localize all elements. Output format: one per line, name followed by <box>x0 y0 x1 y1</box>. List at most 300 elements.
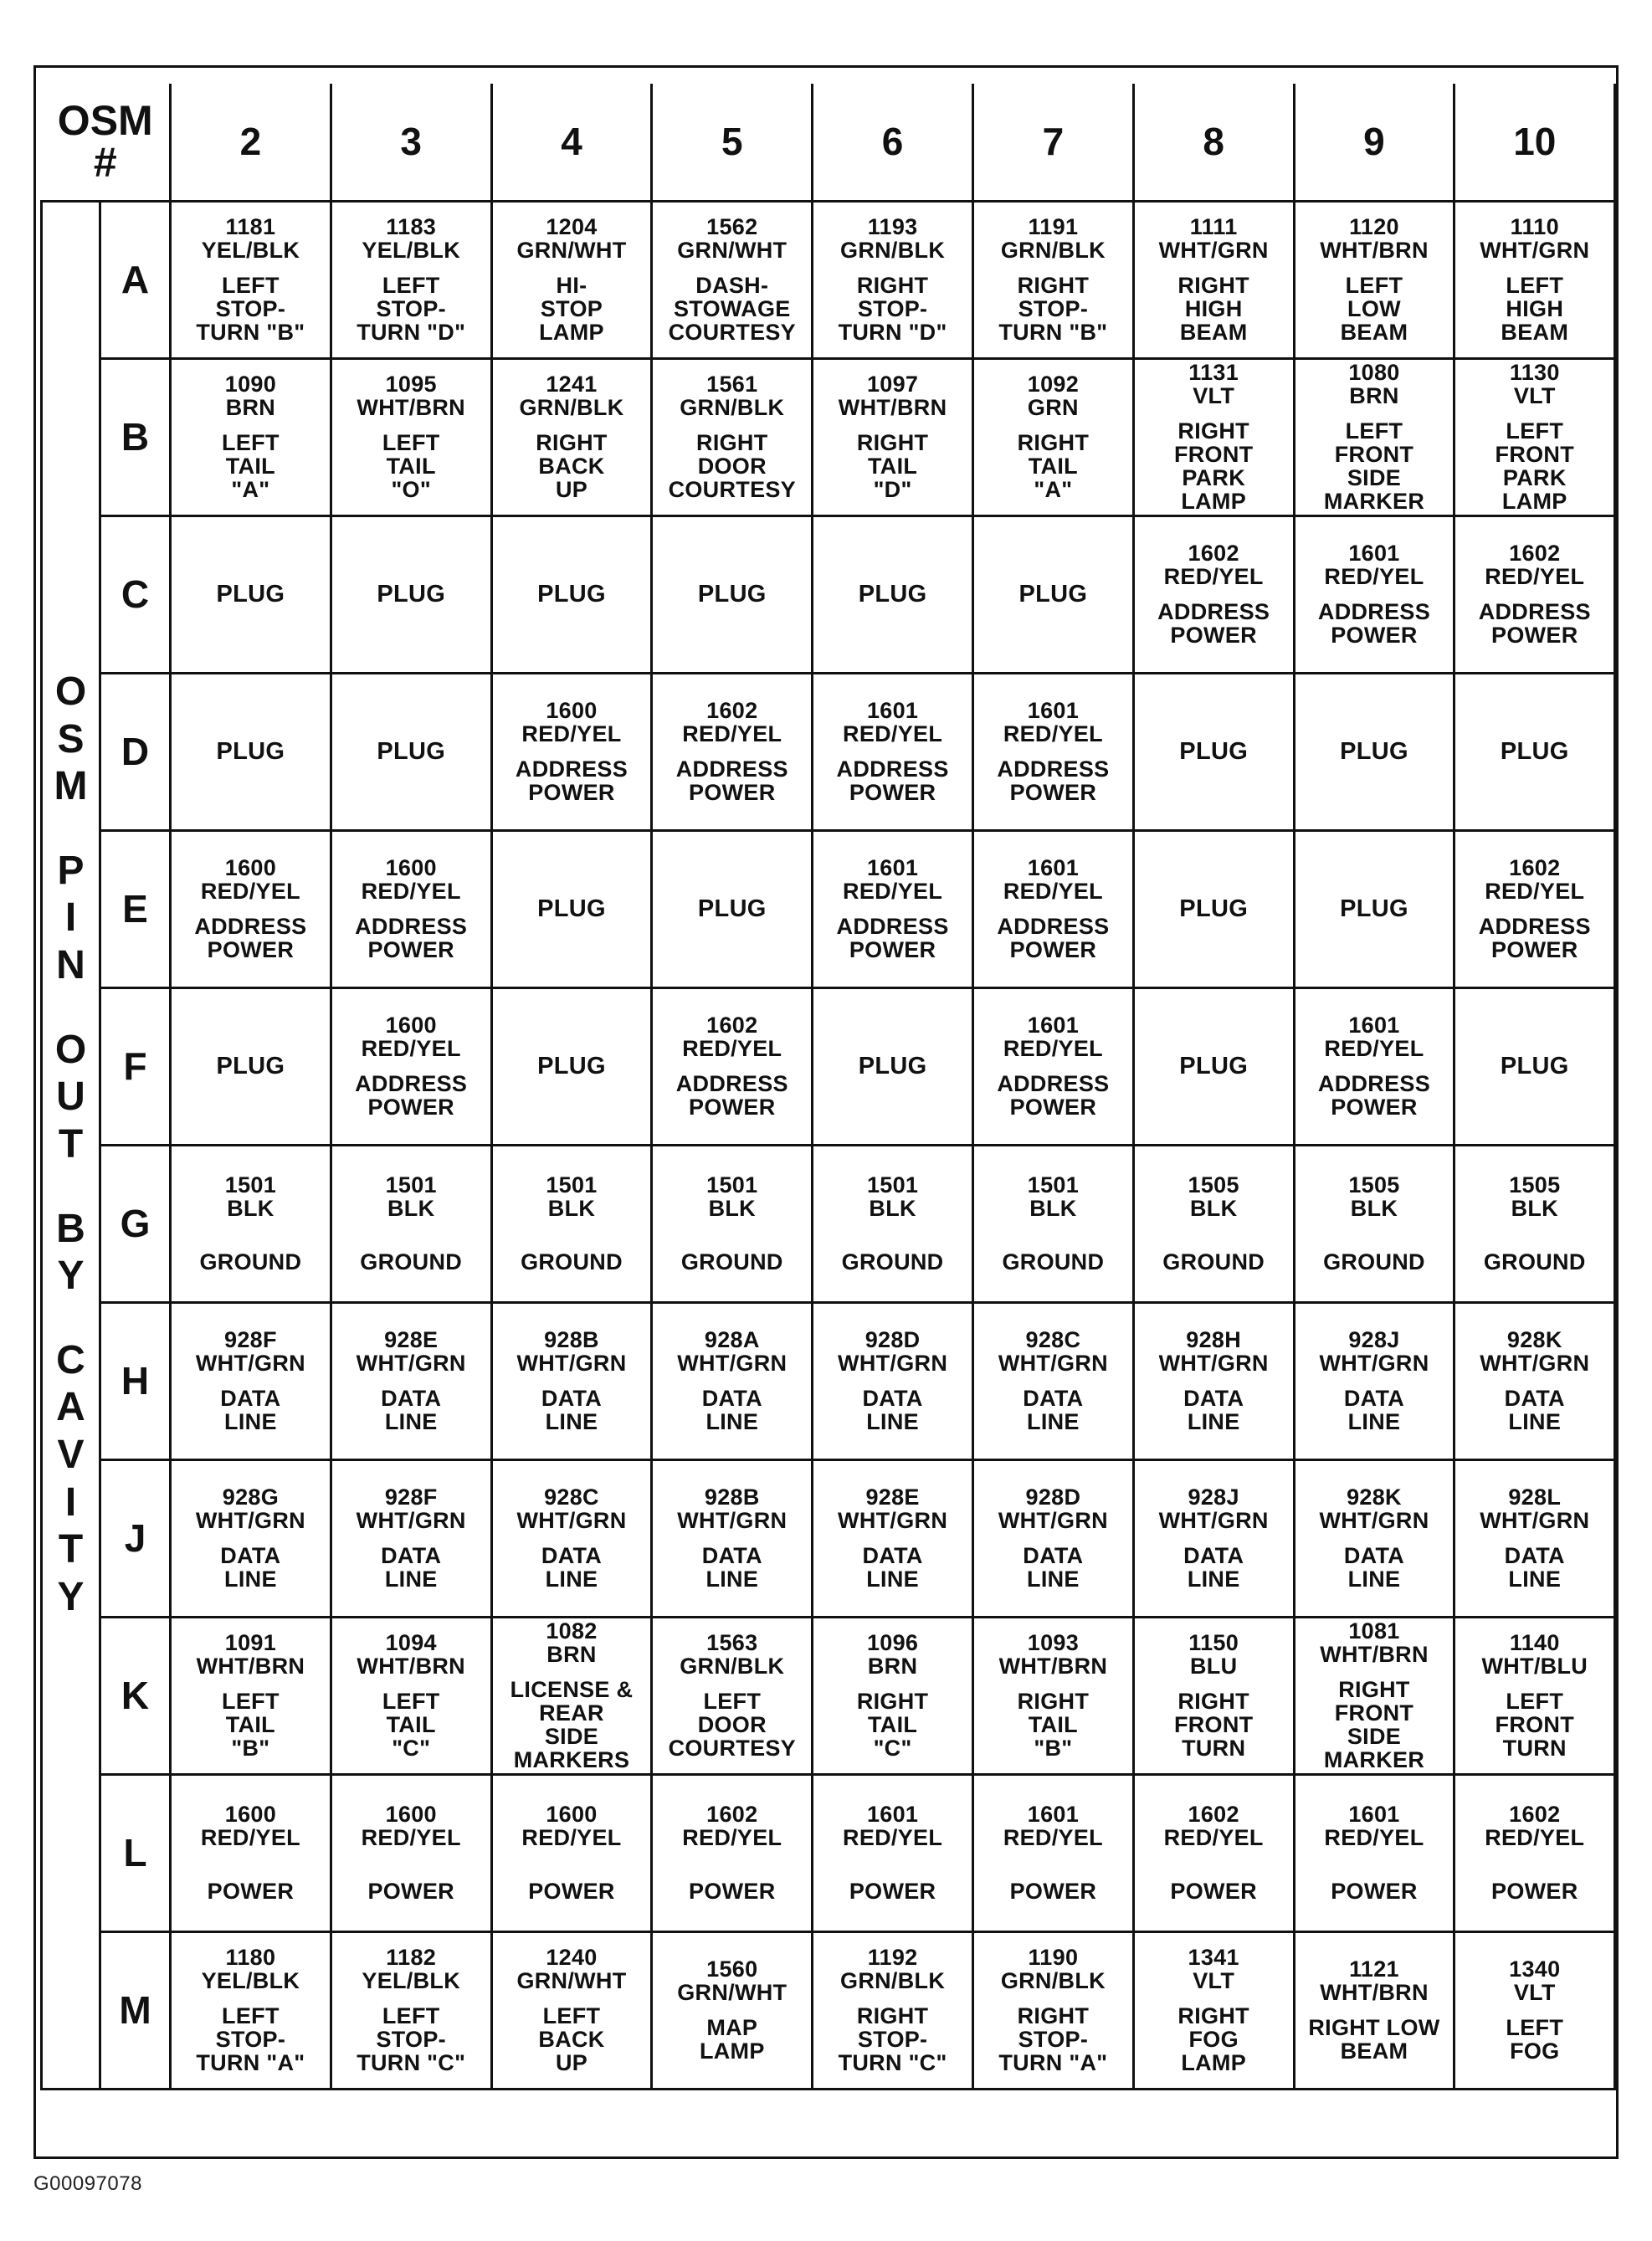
circuit-number: 1204 <box>546 214 598 240</box>
pin-cell <box>1133 987 1294 1145</box>
pin-cell <box>1133 1774 1294 1931</box>
pin-cell <box>1294 201 1454 358</box>
circuit-description: LICENSE & REAR SIDE MARKERS <box>510 1677 634 1773</box>
pin-cell <box>1133 358 1294 515</box>
pin-cell <box>972 1774 1133 1931</box>
pin-cell <box>1454 830 1615 987</box>
pin-cell <box>1294 1145 1454 1302</box>
wire-color: BLK <box>227 1196 274 1222</box>
pin-cell <box>652 1774 813 1931</box>
pin-cell <box>1294 1302 1454 1459</box>
wire-color: BLK <box>1029 1196 1077 1222</box>
pin-cell <box>652 1931 813 2089</box>
side-label-letter <box>43 811 99 848</box>
circuit-number: 1341 <box>1188 1945 1239 1971</box>
header-row <box>42 84 1615 201</box>
pin-cell <box>1294 987 1454 1145</box>
pin-cell <box>972 201 1133 358</box>
circuit-number: 1093 <box>1027 1630 1080 1656</box>
pin-cell <box>331 1774 491 1931</box>
circuit-number: 1241 <box>546 372 598 397</box>
circuit-number: 928L <box>1508 1485 1562 1510</box>
circuit-number: 928J <box>1188 1485 1239 1510</box>
wire-color: BRN <box>225 395 276 421</box>
pin-cell <box>491 830 652 987</box>
circuit-description: ADDRESS POWER <box>1478 599 1591 649</box>
side-label-letter <box>43 990 99 1027</box>
pin-cell <box>652 673 813 830</box>
wire-color: RED/YEL <box>682 1825 782 1851</box>
wire-color: RED/YEL <box>843 879 943 905</box>
side-label-letter: T <box>58 1527 84 1572</box>
wire-color: WHT/GRN <box>1480 1351 1590 1377</box>
wire-color: WHT/BLU <box>1481 1654 1588 1679</box>
wire-color: WHT/GRN <box>516 1351 627 1377</box>
pin-cell <box>1133 515 1294 673</box>
wire-color: YEL/BLK <box>362 1968 460 1994</box>
plug-text: PLUG <box>216 1053 285 1080</box>
circuit-number: 928E <box>865 1485 920 1510</box>
circuit-description: HI- STOP LAMP <box>539 273 604 346</box>
circuit-description: GROUND <box>521 1249 623 1275</box>
circuit-description: RIGHT LOW BEAM <box>1308 2015 1440 2064</box>
circuit-description: DATA LINE <box>701 1543 762 1592</box>
circuit-number: 1130 <box>1509 360 1560 386</box>
circuit-number: 1563 <box>706 1630 758 1656</box>
wire-color: WHT/GRN <box>838 1351 948 1377</box>
circuit-description: DATA LINE <box>1504 1386 1565 1435</box>
cavity-label: A <box>100 201 171 358</box>
plug-text: PLUG <box>1340 738 1408 766</box>
wire-color: WHT/BRN <box>1320 1642 1429 1668</box>
circuit-number: 1190 <box>1028 1945 1079 1971</box>
circuit-description: LEFT FRONT PARK LAMP <box>1495 418 1575 515</box>
pin-cell <box>813 1145 973 1302</box>
circuit-description: LEFT TAIL "B" <box>222 1689 280 1762</box>
circuit-number: 1602 <box>706 1802 758 1828</box>
cavity-label: G <box>100 1145 171 1302</box>
circuit-number: 1501 <box>385 1172 437 1198</box>
plug-text: PLUG <box>697 895 767 923</box>
circuit-description: RIGHT TAIL "A" <box>1017 430 1090 503</box>
circuit-description: LEFT TAIL "O" <box>382 430 440 503</box>
circuit-number: 1097 <box>866 372 919 397</box>
circuit-number: 1600 <box>546 698 598 724</box>
circuit-description: POWER <box>849 1879 936 1905</box>
wire-color: BRN <box>1349 383 1399 409</box>
wire-color: RED/YEL <box>682 721 782 747</box>
circuit-description: POWER <box>1491 1879 1578 1905</box>
pin-cell <box>171 515 331 673</box>
wire-color: WHT/GRN <box>1319 1508 1429 1534</box>
circuit-description: LEFT STOP- TURN "C" <box>357 2003 466 2076</box>
column-header: 2 <box>171 84 331 201</box>
column-header: 8 <box>1133 84 1294 201</box>
circuit-description: DATA LINE <box>1504 1543 1565 1592</box>
pin-cell <box>491 987 652 1145</box>
pin-cell <box>813 1931 973 2089</box>
wire-color: YEL/BLK <box>362 238 460 264</box>
wire-color: WHT/BRN <box>998 1654 1108 1679</box>
circuit-description: GROUND <box>1323 1249 1425 1275</box>
plug-text: PLUG <box>537 581 606 608</box>
side-label-letter <box>43 1169 99 1206</box>
circuit-number: 1600 <box>385 1802 437 1828</box>
circuit-description: GROUND <box>841 1249 944 1275</box>
wire-color: BLK <box>387 1196 435 1222</box>
pin-cell <box>1454 1302 1615 1459</box>
side-label-letter: T <box>58 1121 84 1167</box>
pin-cell <box>1294 1774 1454 1931</box>
pin-cell <box>1294 1459 1454 1617</box>
side-label-letter: I <box>64 895 77 941</box>
circuit-description: DATA LINE <box>1343 1386 1405 1435</box>
pin-cell <box>652 830 813 987</box>
cavity-label: F <box>100 987 171 1145</box>
cavity-label: J <box>100 1459 171 1617</box>
wire-color: WHT/GRN <box>516 1508 627 1534</box>
circuit-number: 1091 <box>224 1630 277 1656</box>
side-label-letter: O <box>54 1027 87 1072</box>
circuit-description: DATA LINE <box>220 1386 281 1435</box>
column-header: 5 <box>652 84 813 201</box>
circuit-number: 1096 <box>866 1630 919 1656</box>
circuit-description: LEFT STOP- TURN "D" <box>357 273 466 346</box>
pin-cell <box>491 1931 652 2089</box>
circuit-description: DATA LINE <box>1023 1543 1084 1592</box>
circuit-description: GROUND <box>199 1249 302 1275</box>
pin-cell <box>1294 673 1454 830</box>
circuit-number: 928J <box>1348 1327 1400 1353</box>
circuit-description: LEFT DOOR COURTESY <box>668 1689 796 1762</box>
wire-color: WHT/GRN <box>1480 1508 1590 1534</box>
table-row <box>42 1459 1615 1617</box>
pin-cell <box>331 358 491 515</box>
circuit-number: 1601 <box>866 1802 919 1828</box>
circuit-number: 1094 <box>385 1630 437 1656</box>
pin-cell <box>331 987 491 1145</box>
pin-cell <box>1454 1774 1615 1931</box>
circuit-description: RIGHT HIGH BEAM <box>1177 273 1249 346</box>
circuit-number: 928F <box>384 1485 438 1510</box>
side-label-letter: M <box>54 764 88 809</box>
circuit-description: LEFT FRONT TURN <box>1495 1689 1575 1762</box>
pin-cell <box>1133 1302 1294 1459</box>
wire-color: GRN/BLK <box>680 1654 785 1679</box>
side-label-letter: C <box>56 1337 85 1382</box>
circuit-description: POWER <box>1009 1879 1097 1905</box>
circuit-number: 1182 <box>386 1945 437 1971</box>
circuit-number: 1240 <box>546 1945 598 1971</box>
circuit-description: ADDRESS POWER <box>997 1071 1110 1120</box>
pin-cell <box>1454 515 1615 673</box>
side-label-letter: I <box>64 1479 77 1525</box>
pin-cell <box>1133 830 1294 987</box>
wire-color: WHT/GRN <box>1158 1508 1269 1534</box>
plug-text: PLUG <box>858 1053 927 1080</box>
pin-cell <box>652 515 813 673</box>
pin-cell <box>813 987 973 1145</box>
circuit-number: 1110 <box>1510 214 1559 240</box>
circuit-number: 1505 <box>1348 1172 1400 1198</box>
circuit-number: 1140 <box>1509 1630 1560 1656</box>
circuit-number: 1601 <box>1027 1013 1080 1038</box>
wire-color: WHT/BRN <box>357 395 465 421</box>
pin-cell <box>491 1145 652 1302</box>
pin-cell <box>813 515 973 673</box>
osm-hash: # <box>93 139 117 187</box>
circuit-number: 1602 <box>706 1013 758 1038</box>
circuit-number: 928K <box>1347 1485 1402 1510</box>
wire-color: YEL/BLK <box>201 238 300 264</box>
circuit-number: 928C <box>544 1485 599 1510</box>
circuit-description: LEFT HIGH BEAM <box>1501 273 1569 346</box>
wire-color: VLT <box>1513 1980 1556 2006</box>
pinout-table-body <box>42 84 1615 2090</box>
circuit-description: DATA LINE <box>862 1543 923 1592</box>
circuit-description: ADDRESS POWER <box>836 756 949 806</box>
circuit-number: 1090 <box>224 372 277 397</box>
circuit-description: DATA LINE <box>1183 1543 1244 1592</box>
pin-cell <box>171 830 331 987</box>
plug-text: PLUG <box>1500 1053 1569 1080</box>
pin-cell <box>171 1459 331 1617</box>
circuit-description: ADDRESS POWER <box>1157 599 1270 649</box>
wire-color: GRN/WHT <box>677 1980 788 2006</box>
pin-cell <box>813 1302 973 1459</box>
pin-cell <box>652 1617 813 1774</box>
plug-text: PLUG <box>858 581 927 608</box>
pin-cell <box>171 358 331 515</box>
circuit-number: 1601 <box>1348 1013 1400 1038</box>
pin-cell <box>331 673 491 830</box>
pin-cell <box>813 1617 973 1774</box>
circuit-description: ADDRESS POWER <box>1317 599 1431 649</box>
circuit-description: DATA LINE <box>541 1386 603 1435</box>
plug-text: PLUG <box>1179 738 1249 766</box>
circuit-description: ADDRESS POWER <box>1317 1071 1431 1120</box>
circuit-description: RIGHT FOG LAMP <box>1177 2003 1249 2076</box>
circuit-number: 1081 <box>1348 1618 1400 1644</box>
pin-cell <box>331 1145 491 1302</box>
circuit-number: 1600 <box>385 1013 437 1038</box>
table-row <box>42 1617 1615 1774</box>
circuit-description: GROUND <box>360 1249 463 1275</box>
wire-color: GRN <box>1027 395 1079 421</box>
circuit-description: GROUND <box>1162 1249 1265 1275</box>
pin-cell <box>652 201 813 358</box>
cavity-label: L <box>100 1774 171 1931</box>
pin-cell <box>171 1617 331 1774</box>
osm-pin-out-by-cavity-label <box>43 669 99 1622</box>
plug-text: PLUG <box>537 895 606 923</box>
circuit-description: RIGHT STOP- TURN "C" <box>838 2003 947 2076</box>
circuit-description: LEFT TAIL "A" <box>222 430 280 503</box>
circuit-number: 1600 <box>385 855 437 881</box>
circuit-number: 1561 <box>706 372 758 397</box>
pin-cell <box>171 201 331 358</box>
circuit-description: MAP LAMP <box>699 2015 765 2064</box>
wire-color: WHT/GRN <box>356 1351 466 1377</box>
wire-color: RED/YEL <box>843 721 943 747</box>
circuit-description: ADDRESS POWER <box>194 914 307 963</box>
circuit-description: POWER <box>1170 1879 1257 1905</box>
wire-color: RED/YEL <box>1485 564 1585 590</box>
pin-cell <box>813 1774 973 1931</box>
wire-color: VLT <box>1193 383 1235 409</box>
cavity-label: B <box>100 358 171 515</box>
plug-text: PLUG <box>377 738 446 766</box>
wire-color: WHT/GRN <box>998 1508 1108 1534</box>
circuit-description: DATA LINE <box>1023 1386 1084 1435</box>
circuit-number: 928F <box>224 1327 277 1353</box>
cavity-label: M <box>100 1931 171 2089</box>
pin-cell <box>652 987 813 1145</box>
wire-color: RED/YEL <box>200 879 300 905</box>
pin-cell <box>972 358 1133 515</box>
circuit-number: 1602 <box>1509 1802 1561 1828</box>
circuit-description: RIGHT TAIL "C" <box>856 1689 929 1762</box>
pin-cell <box>491 1459 652 1617</box>
pin-cell <box>171 1774 331 1931</box>
circuit-number: 1501 <box>224 1172 277 1198</box>
circuit-number: 1602 <box>1188 541 1239 567</box>
side-label-letter: U <box>56 1074 85 1120</box>
circuit-description: RIGHT BACK UP <box>536 430 608 503</box>
pin-cell <box>972 830 1133 987</box>
wire-color: RED/YEL <box>1324 1825 1424 1851</box>
wire-color: WHT/GRN <box>1158 1351 1269 1377</box>
pin-cell <box>972 673 1133 830</box>
figure-code: G00097078 <box>33 2172 142 2195</box>
column-header: 9 <box>1294 84 1454 201</box>
wire-color: WHT/GRN <box>195 1508 305 1534</box>
pin-cell <box>652 1302 813 1459</box>
wire-color: WHT/GRN <box>1319 1351 1429 1377</box>
circuit-description: RIGHT DOOR COURTESY <box>668 430 796 503</box>
circuit-number: 1602 <box>1509 855 1561 881</box>
pin-cell <box>171 1302 331 1459</box>
pin-cell <box>813 201 973 358</box>
pin-cell <box>491 1302 652 1459</box>
wire-color: VLT <box>1513 383 1556 409</box>
wire-color: RED/YEL <box>1003 1036 1103 1062</box>
wire-color: RED/YEL <box>1003 879 1103 905</box>
wire-color: GRN/BLK <box>519 395 624 421</box>
osm-number-header <box>42 84 171 201</box>
wire-color: RED/YEL <box>1163 1825 1264 1851</box>
pin-cell <box>171 1145 331 1302</box>
circuit-number: 1080 <box>1348 360 1400 386</box>
pin-cell <box>171 1931 331 2089</box>
wire-color: RED/YEL <box>361 1036 461 1062</box>
side-label-letter <box>43 1300 99 1337</box>
circuit-description: POWER <box>207 1879 295 1905</box>
wire-color: GRN/BLK <box>1000 238 1106 264</box>
wire-color: BLK <box>708 1196 756 1222</box>
table-row <box>42 1774 1615 1931</box>
wire-color: BLK <box>869 1196 916 1222</box>
wire-color: WHT/GRN <box>195 1351 305 1377</box>
pin-cell <box>972 515 1133 673</box>
circuit-description: GROUND <box>680 1249 783 1275</box>
pin-cell <box>491 201 652 358</box>
pin-cell <box>813 1459 973 1617</box>
pin-cell <box>331 1931 491 2089</box>
circuit-number: 928H <box>1186 1327 1242 1353</box>
circuit-description: ADDRESS POWER <box>675 1071 788 1120</box>
pin-cell <box>1133 673 1294 830</box>
pin-cell <box>1294 358 1454 515</box>
circuit-number: 1601 <box>866 855 919 881</box>
wire-color: WHT/GRN <box>1158 238 1269 264</box>
wire-color: RED/YEL <box>1324 564 1424 590</box>
pin-cell <box>331 1302 491 1459</box>
circuit-description: LEFT STOP- TURN "B" <box>196 273 305 346</box>
circuit-description: ADDRESS POWER <box>997 756 1110 806</box>
circuit-number: 1181 <box>225 214 276 240</box>
table-row <box>42 358 1615 515</box>
pin-cell <box>1133 1617 1294 1774</box>
wire-color: RED/YEL <box>843 1825 943 1851</box>
pin-cell <box>972 1302 1133 1459</box>
side-label-cell <box>42 201 100 2089</box>
circuit-description: DATA LINE <box>220 1543 281 1592</box>
side-label-letter: P <box>57 848 85 893</box>
pin-cell <box>331 201 491 358</box>
column-header: 4 <box>491 84 652 201</box>
plug-text: PLUG <box>377 581 446 608</box>
circuit-number: 928B <box>544 1327 599 1353</box>
circuit-number: 1501 <box>866 1172 919 1198</box>
pin-cell <box>491 358 652 515</box>
pin-cell <box>1294 1931 1454 2089</box>
plug-text: PLUG <box>1018 581 1088 608</box>
circuit-number: 1120 <box>1349 214 1399 240</box>
pin-cell <box>1294 1617 1454 1774</box>
cavity-label: H <box>100 1302 171 1459</box>
wire-color: BLU <box>1189 1654 1238 1679</box>
circuit-description: LEFT TAIL "C" <box>382 1689 440 1762</box>
pin-cell <box>1454 1931 1615 2089</box>
pin-cell <box>171 673 331 830</box>
wire-color: RED/YEL <box>361 1825 461 1851</box>
circuit-description: ADDRESS POWER <box>515 756 628 806</box>
pin-cell <box>1454 358 1615 515</box>
circuit-description: LEFT FRONT SIDE MARKER <box>1323 418 1425 515</box>
circuit-number: 1501 <box>546 1172 598 1198</box>
circuit-number: 928D <box>1025 1485 1081 1510</box>
circuit-description: ADDRESS POWER <box>675 756 788 806</box>
circuit-number: 928C <box>1025 1327 1081 1353</box>
circuit-number: 928D <box>864 1327 921 1353</box>
circuit-number: 1095 <box>385 372 437 397</box>
wire-color: WHT/GRN <box>677 1508 788 1534</box>
pin-cell <box>1454 1145 1615 1302</box>
circuit-description: DATA LINE <box>862 1386 923 1435</box>
wire-color: GRN/BLK <box>680 395 785 421</box>
circuit-number: 1601 <box>1027 855 1080 881</box>
table-row <box>42 673 1615 830</box>
table-row <box>42 987 1615 1145</box>
wire-color: GRN/BLK <box>840 238 946 264</box>
circuit-description: LEFT STOP- TURN "A" <box>196 2003 305 2076</box>
circuit-description: RIGHT STOP- TURN "B" <box>998 273 1108 346</box>
plug-text: PLUG <box>1500 738 1569 766</box>
circuit-number: 1193 <box>867 214 918 240</box>
pin-cell <box>1133 1459 1294 1617</box>
wire-color: RED/YEL <box>1324 1036 1424 1062</box>
